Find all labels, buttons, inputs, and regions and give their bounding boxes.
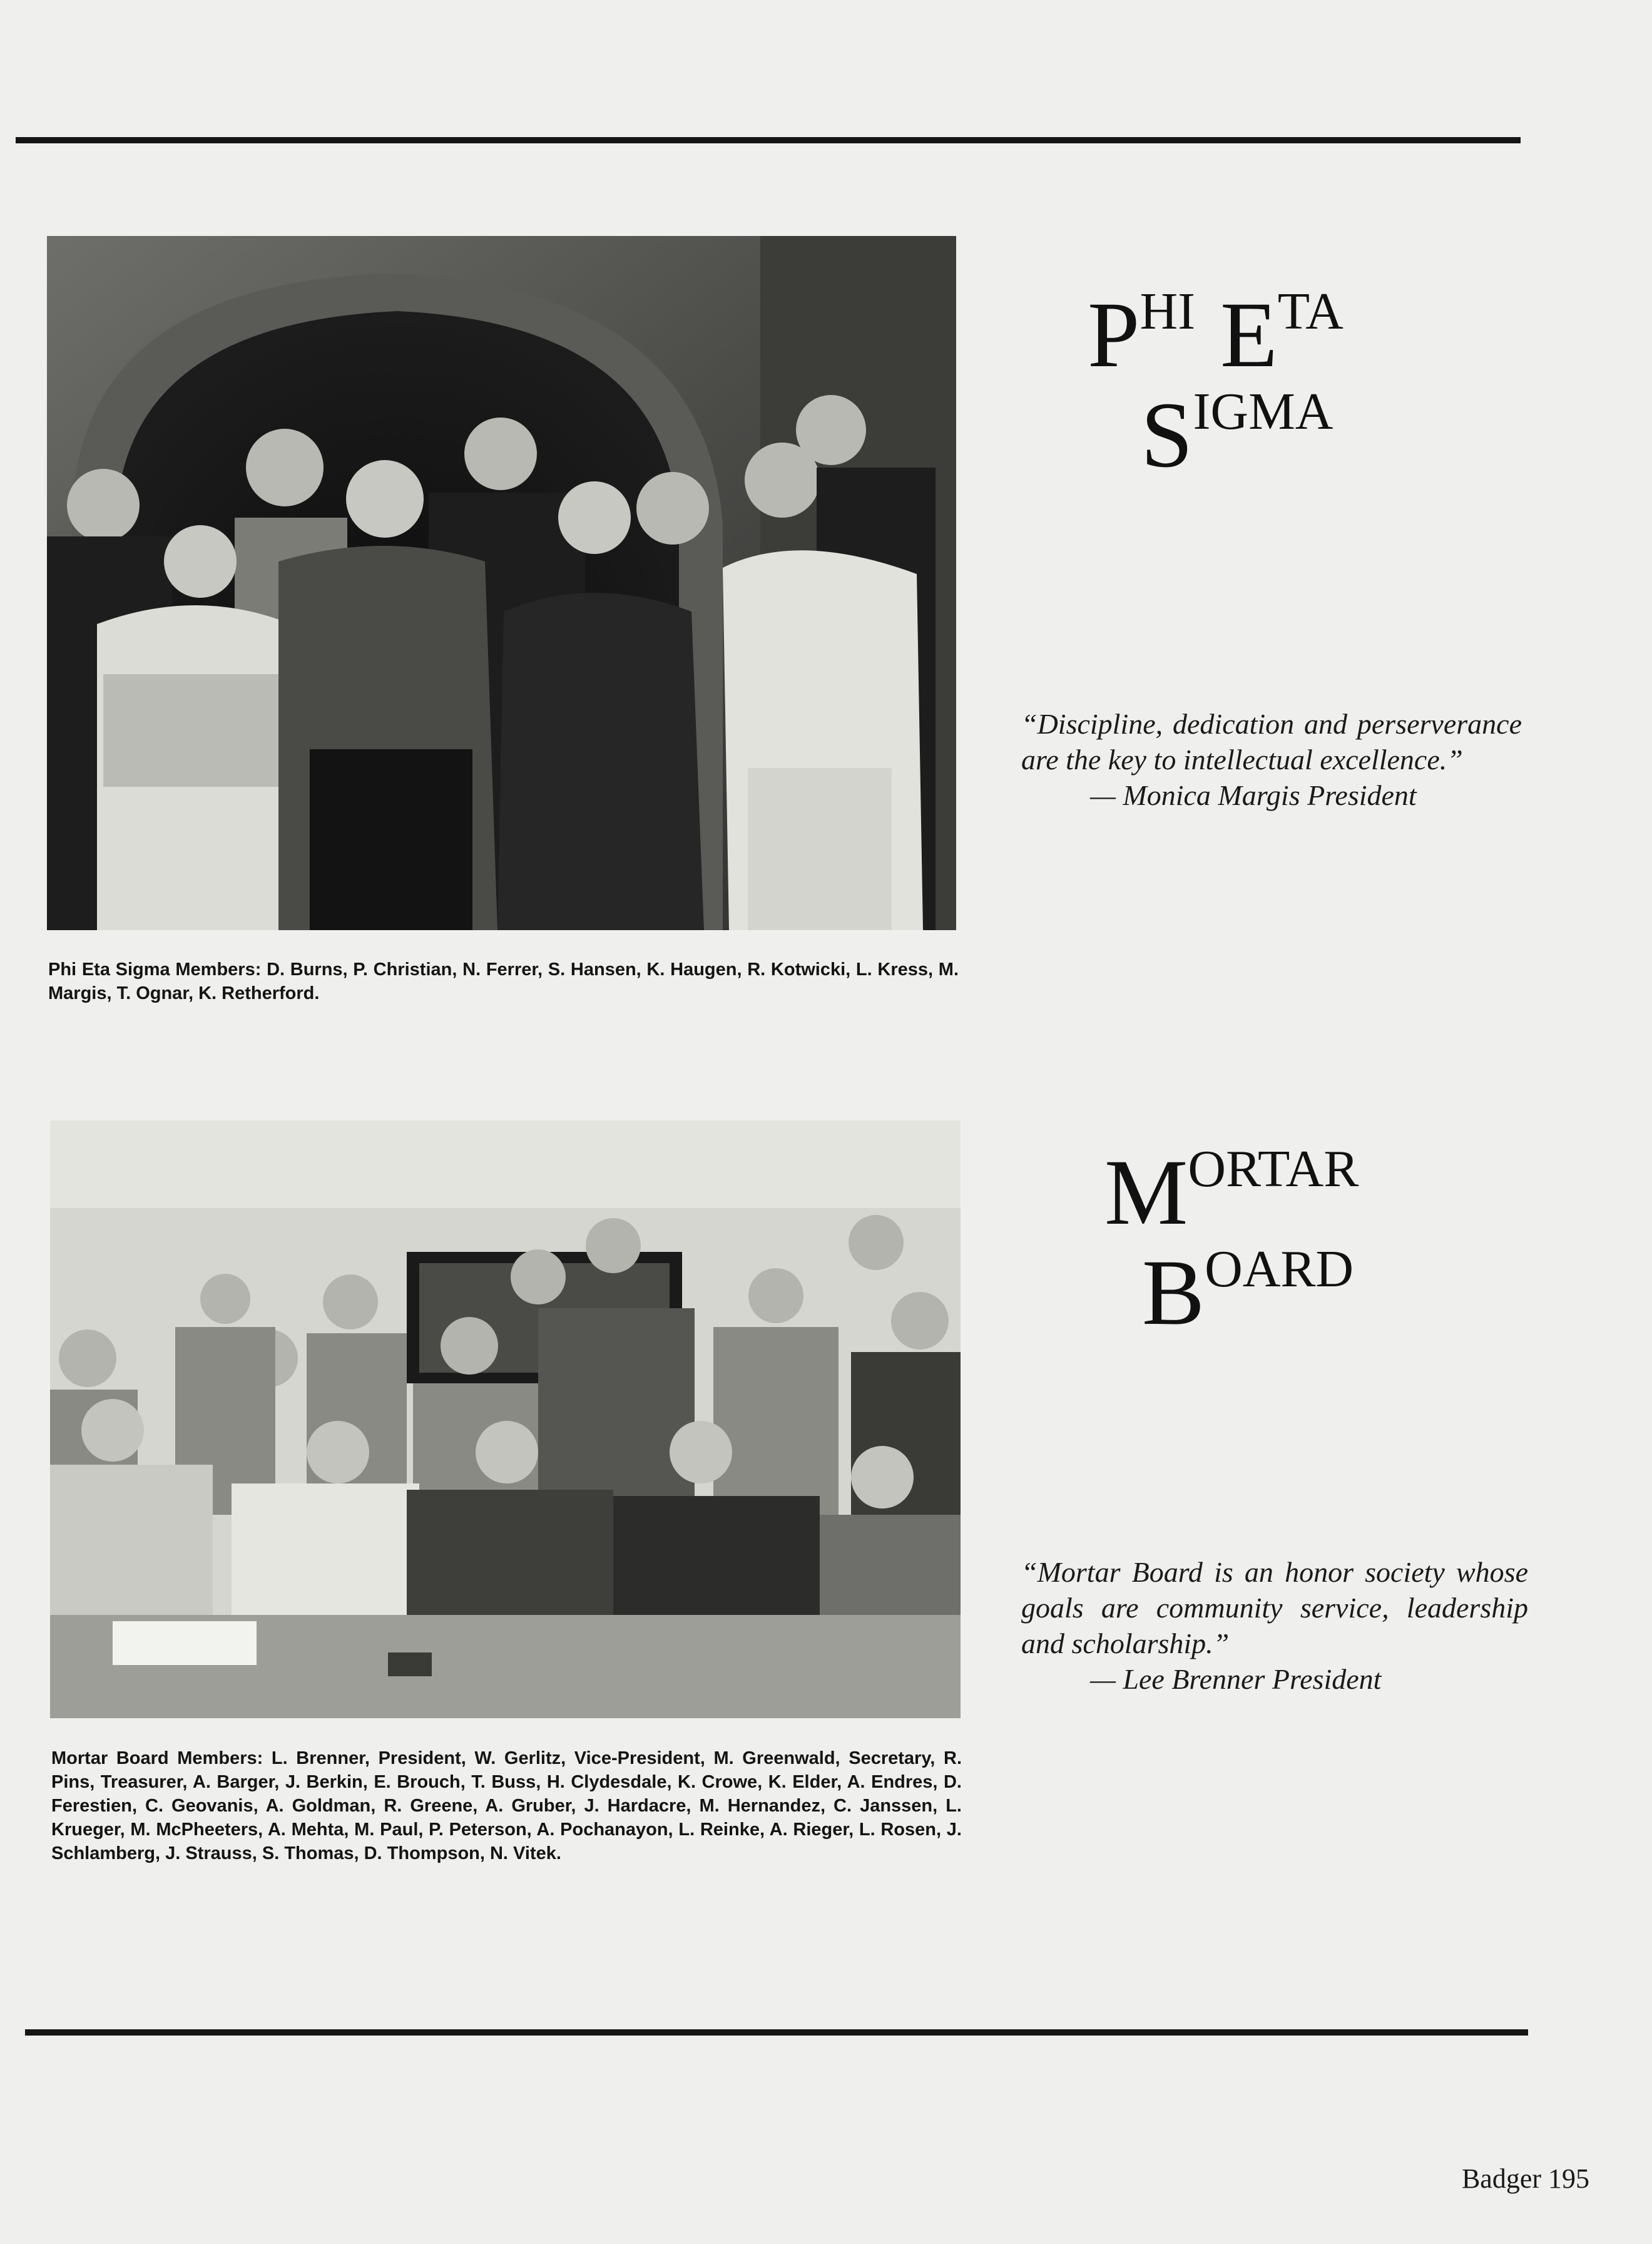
phi-eta-sigma-title-line1 xyxy=(1088,282,1344,387)
mortar-board-title xyxy=(1104,1140,1359,1345)
mortar-board-title-line1 xyxy=(1104,1140,1359,1244)
phi-eta-sigma-title xyxy=(1088,282,1344,487)
mortar-board-attribution: — Lee Brenner President xyxy=(1090,1663,1382,1695)
mortar-board-title-line2 xyxy=(1142,1240,1359,1345)
mortar-board-photo xyxy=(50,1120,961,1718)
title-cap-b: B xyxy=(1142,1241,1205,1345)
phi-eta-sigma-quote-text: “Discipline, dedication and perserverance are the key to intellectual excellence.” xyxy=(1021,708,1522,776)
phi-eta-sigma-photo xyxy=(47,236,956,930)
mortar-board-quote-text: “Mortar Board is an honor society whose goals are community service, leadership and scholarship.” xyxy=(1021,1556,1528,1659)
title-rest-ta: TA xyxy=(1277,282,1344,341)
title-cap-s: S xyxy=(1141,383,1193,487)
title-cap-e: E xyxy=(1220,283,1278,387)
title-cap-m: M xyxy=(1104,1140,1188,1244)
phi-eta-sigma-title-line2 xyxy=(1141,382,1344,487)
mortar-board-caption: Mortar Board Members: L. Brenner, President, W. Gerlitz, Vice-President, M. Greenwald, Secretary, R. Pins, Treasurer, A. Barger, J. Berkin, E. Brouch, T. Buss, H. Clydesdale, K. Crowe, K. Elder, A. Endres, D. Ferestien, C. Geovanis, A. Goldman, R. Greene, A. Gruber, J. Hardacre, M. Hernandez, C. Janssen, L. Krueger, M. McPheeters, A. Mehta, M. Paul, P. Peterson, A. Pochanayon, L. Reinke, A. Rieger, L. Rosen, J. Schlamberg, J. Strauss, S. Thomas, D. Thompson, N. Vitek. xyxy=(51,1748,962,1863)
mortar-board-photo-image xyxy=(50,1120,961,1718)
bottom-rule xyxy=(25,2029,1528,2036)
title-rest-ortar: ORTAR xyxy=(1188,1140,1359,1198)
phi-eta-sigma-caption: Phi Eta Sigma Members: D. Burns, P. Christian, N. Ferrer, S. Hansen, K. Haugen, R. Kotwicki, L. Kress, M. Margis, T. Ognar, K. Retherford. xyxy=(48,960,959,1003)
title-rest-igma: IGMA xyxy=(1193,382,1333,441)
title-rest-hi: HI xyxy=(1140,282,1196,341)
top-rule xyxy=(16,137,1521,143)
page-folio: Badger 195 xyxy=(1461,2163,1589,2194)
phi-eta-sigma-photo-image xyxy=(47,236,956,930)
title-rest-oard: OARD xyxy=(1205,1240,1354,1298)
title-cap-p: P xyxy=(1088,283,1140,387)
phi-eta-sigma-quote xyxy=(1021,706,1522,813)
mortar-board-quote xyxy=(1021,1554,1528,1697)
phi-eta-sigma-attribution: — Monica Margis President xyxy=(1090,779,1417,811)
